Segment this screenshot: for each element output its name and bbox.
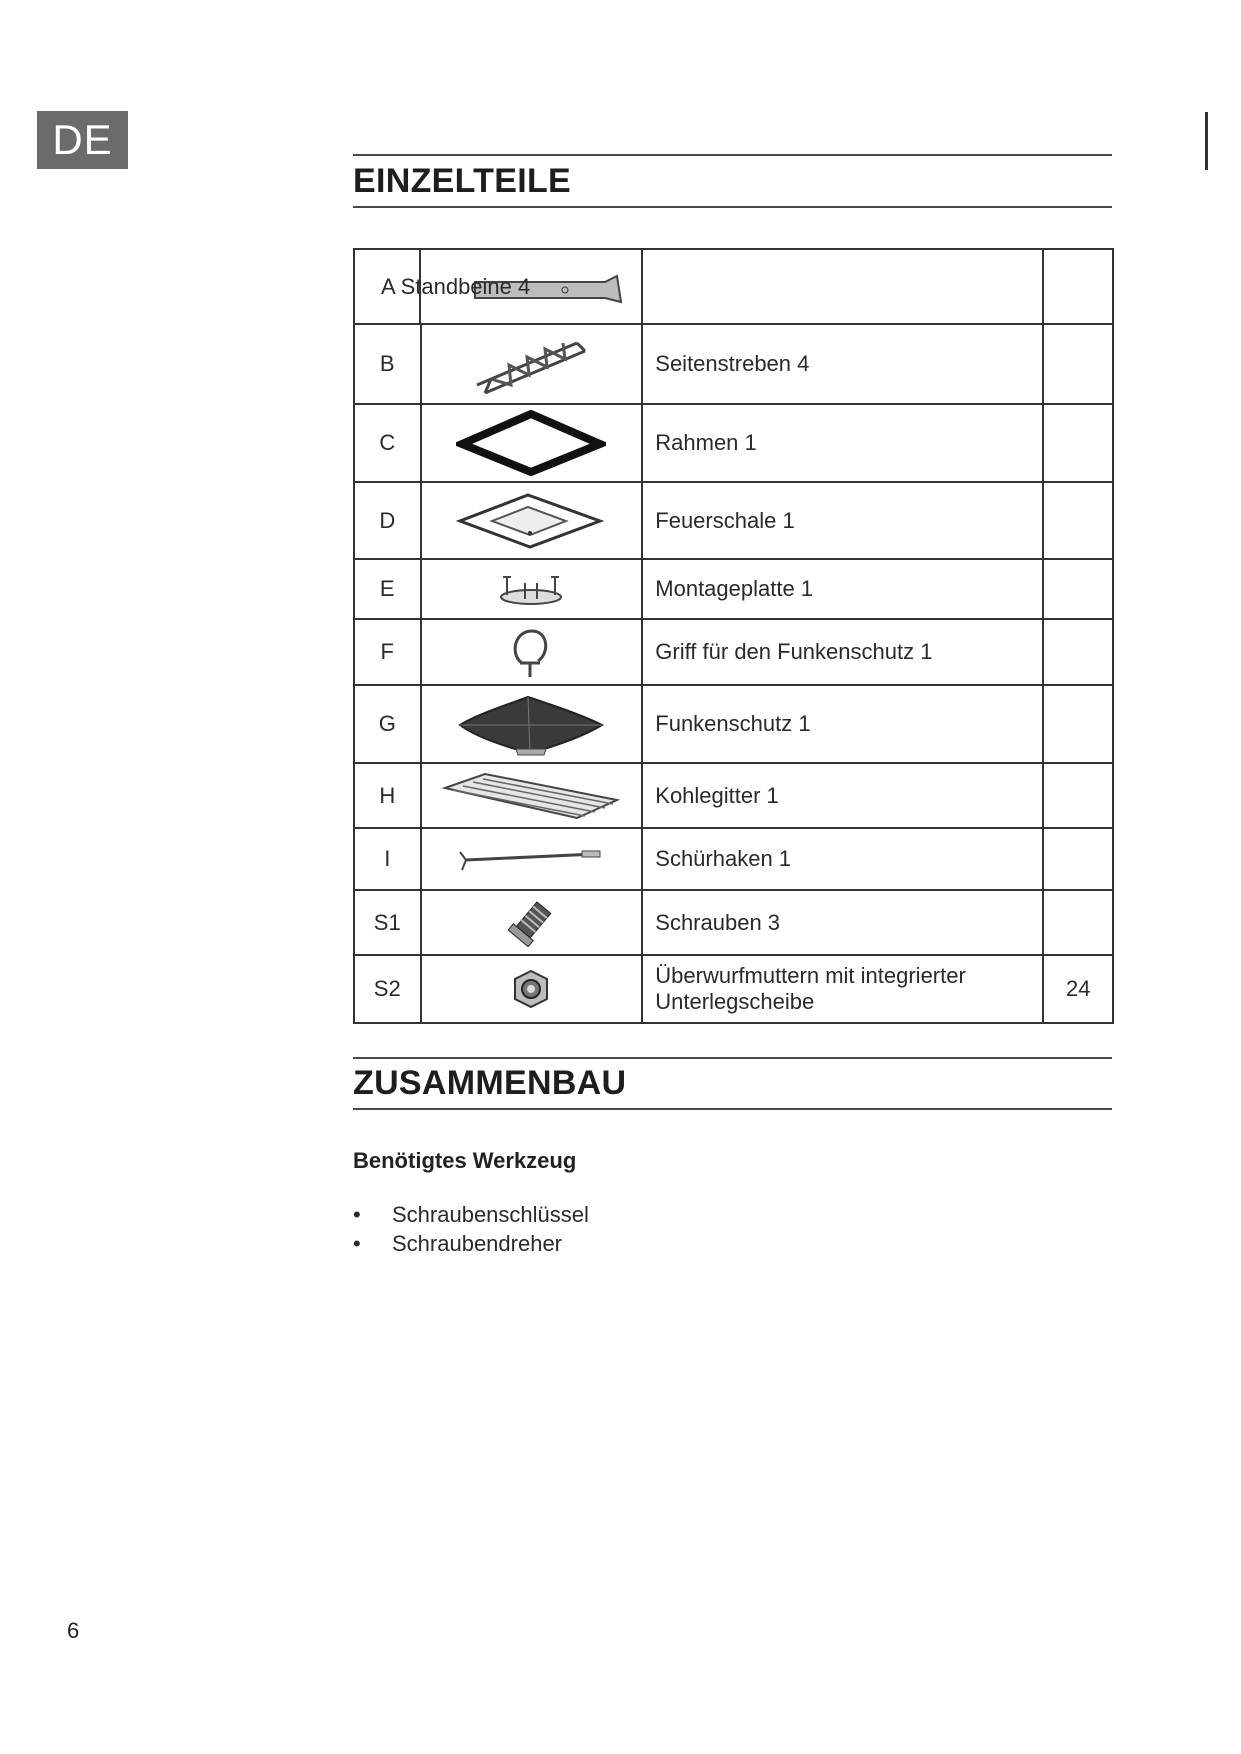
part-qty (1043, 619, 1113, 685)
table-row (354, 828, 1113, 890)
table-row (354, 685, 1113, 763)
part-letter: S1 (354, 890, 421, 955)
parts-table (353, 248, 1114, 1024)
part-image-cell (421, 482, 643, 559)
list-item: • Schraubendreher (353, 1229, 589, 1258)
frame-icon (456, 410, 606, 476)
tools-list (353, 1200, 589, 1258)
part-qty (1043, 249, 1113, 324)
table-row (354, 890, 1113, 955)
part-name: Funkenschutz 1 (642, 685, 1043, 763)
part-qty (1043, 482, 1113, 559)
part-name: Schrauben 3 (642, 890, 1043, 955)
part-name: Schürhaken 1 (642, 828, 1043, 890)
section-rule-bottom (353, 206, 1112, 208)
charcoal-grate-icon (441, 770, 621, 822)
mounting-plate-icon (491, 569, 571, 609)
table-row (354, 763, 1113, 828)
table-row (354, 324, 1113, 404)
part-letter: S2 (354, 955, 421, 1023)
table-row (354, 955, 1113, 1023)
part-letter: G (354, 685, 421, 763)
part-letter: E (354, 559, 421, 619)
part-qty (1043, 763, 1113, 828)
part-image-cell (421, 955, 643, 1023)
section-heading-assembly: ZUSAMMENBAU (353, 1064, 627, 1102)
part-name-cell (642, 249, 1043, 324)
part-name: Montageplatte 1 (642, 559, 1043, 619)
screw-icon (504, 899, 558, 947)
part-letter: H (354, 763, 421, 828)
part-image-cell (421, 559, 643, 619)
side-strut-icon (471, 329, 591, 399)
cap-nut-icon (509, 967, 553, 1011)
fire-bowl-icon (456, 489, 606, 553)
parts-cell-letter-image (354, 249, 642, 324)
part-qty (1043, 559, 1113, 619)
list-item: • Schraubenschlüssel (353, 1200, 589, 1229)
part-qty (1043, 890, 1113, 955)
section-heading-parts: EINZELTEILE (353, 162, 572, 200)
part-qty (1043, 404, 1113, 482)
part-letter: B (354, 324, 421, 404)
part-qty (1043, 324, 1113, 404)
table-row (354, 619, 1113, 685)
part-name: A Standbeine 4 (381, 274, 531, 299)
part-letter: I (354, 828, 421, 890)
spark-guard-handle-icon (506, 625, 556, 679)
tools-heading: Benötigtes Werkzeug (353, 1148, 577, 1173)
part-letter: D (354, 482, 421, 559)
part-name: Seitenstreben 4 (642, 324, 1043, 404)
part-qty: 24 (1043, 955, 1113, 1023)
part-image-cell (421, 763, 643, 828)
table-row (354, 404, 1113, 482)
part-name: Überwurfmuttern mit integrierter Unterlegscheibe (642, 955, 1043, 1023)
part-letter: F (354, 619, 421, 685)
spark-guard-icon (456, 691, 606, 757)
table-row (354, 559, 1113, 619)
table-row (354, 249, 1113, 324)
section-rule-top (353, 1057, 1112, 1059)
part-image-cell (421, 828, 643, 890)
part-qty (1043, 828, 1113, 890)
table-row (354, 482, 1113, 559)
part-name: Rahmen 1 (642, 404, 1043, 482)
part-image-cell (421, 890, 643, 955)
corner-mark (1205, 112, 1208, 170)
part-qty (1043, 685, 1113, 763)
language-tab: DE (37, 111, 128, 169)
part-letter: C (354, 404, 421, 482)
part-image-cell (421, 324, 643, 404)
part-image-cell (421, 404, 643, 482)
part-image-cell (421, 619, 643, 685)
part-name: Kohlegitter 1 (642, 763, 1043, 828)
part-name: Feuerschale 1 (642, 482, 1043, 559)
part-image-cell (421, 685, 643, 763)
poker-icon (456, 844, 606, 874)
section-rule-top (353, 154, 1112, 156)
part-name: Griff für den Funkenschutz 1 (642, 619, 1043, 685)
section-rule-bottom (353, 1108, 1112, 1110)
page-number: 6 (67, 1618, 80, 1643)
